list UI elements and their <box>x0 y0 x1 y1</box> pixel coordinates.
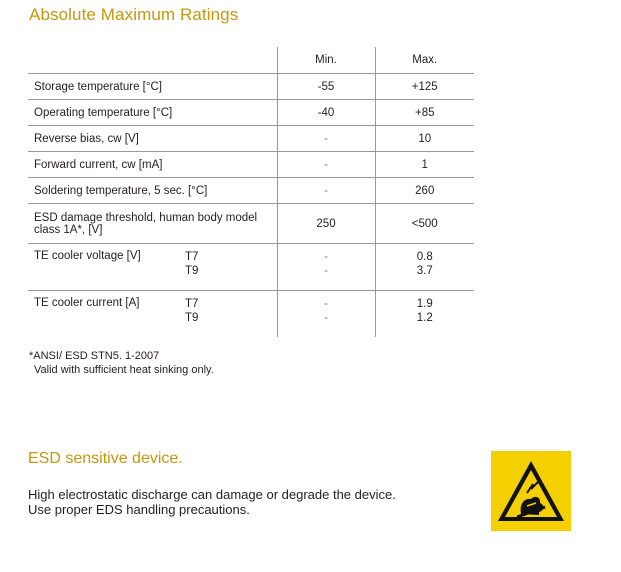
max-value: 1.9 <box>416 298 433 310</box>
header-max: Max. <box>375 47 474 74</box>
row-min: -40 <box>277 100 375 126</box>
row-min <box>277 244 375 291</box>
min-value: - <box>324 251 328 263</box>
ratings-table <box>28 47 474 337</box>
row-variants <box>179 291 277 338</box>
table-notes <box>29 349 214 377</box>
variant-label: T7 <box>185 251 199 263</box>
table-row <box>28 204 474 244</box>
variant-label: T9 <box>185 312 199 324</box>
table-row <box>28 178 474 204</box>
row-max <box>375 291 474 338</box>
esd-warning-sign-icon <box>491 451 571 531</box>
footnote: *ANSI/ ESD STN5. 1-2007 <box>29 350 160 362</box>
table-row <box>28 152 474 178</box>
row-min: - <box>277 178 375 204</box>
esd-heading: ESD sensitive device. <box>28 450 183 467</box>
variant-label: T9 <box>185 265 199 277</box>
max-value: 0.8 <box>416 251 433 263</box>
row-min: 250 <box>277 204 375 244</box>
header-parameter <box>28 47 277 74</box>
row-parameter: Reverse bias, cw [V] <box>28 126 277 152</box>
row-min: -55 <box>277 74 375 100</box>
row-max: +85 <box>375 100 474 126</box>
max-value: 3.7 <box>416 265 433 277</box>
table-row <box>28 100 474 126</box>
row-parameter: TE cooler current [A] <box>28 291 179 338</box>
esd-description <box>28 487 396 517</box>
row-parameter: TE cooler voltage [V] <box>28 244 179 291</box>
heat-note: Valid with sufficient heat sinking only. <box>34 364 214 376</box>
esd-line-2: Use proper EDS handling precautions. <box>28 502 250 517</box>
row-parameter: Forward current, cw [mA] <box>28 152 277 178</box>
table-row <box>28 291 474 338</box>
variant-label: T7 <box>185 298 199 310</box>
min-value: - <box>324 265 328 277</box>
min-value: - <box>324 312 328 324</box>
section-title: Absolute Maximum Ratings <box>29 5 239 24</box>
row-min: - <box>277 126 375 152</box>
max-value: 1.2 <box>416 312 433 324</box>
min-value: - <box>324 298 328 310</box>
row-max: 1 <box>375 152 474 178</box>
table-header-row <box>28 47 474 74</box>
row-parameter: Soldering temperature, 5 sec. [°C] <box>28 178 277 204</box>
row-min <box>277 291 375 338</box>
row-max <box>375 244 474 291</box>
row-parameter: ESD damage threshold, human body model class 1A*, [V] <box>28 204 277 244</box>
row-variants <box>179 244 277 291</box>
table-row <box>28 244 474 291</box>
row-parameter: Operating temperature [°C] <box>28 100 277 126</box>
row-max: 10 <box>375 126 474 152</box>
esd-line-1: High electrostatic discharge can damage or degrade the device. <box>28 487 396 502</box>
header-min: Min. <box>277 47 375 74</box>
table-row <box>28 126 474 152</box>
row-max: <500 <box>375 204 474 244</box>
table-row <box>28 74 474 100</box>
row-max: +125 <box>375 74 474 100</box>
row-parameter: Storage temperature [°C] <box>28 74 277 100</box>
row-min: - <box>277 152 375 178</box>
row-max: 260 <box>375 178 474 204</box>
